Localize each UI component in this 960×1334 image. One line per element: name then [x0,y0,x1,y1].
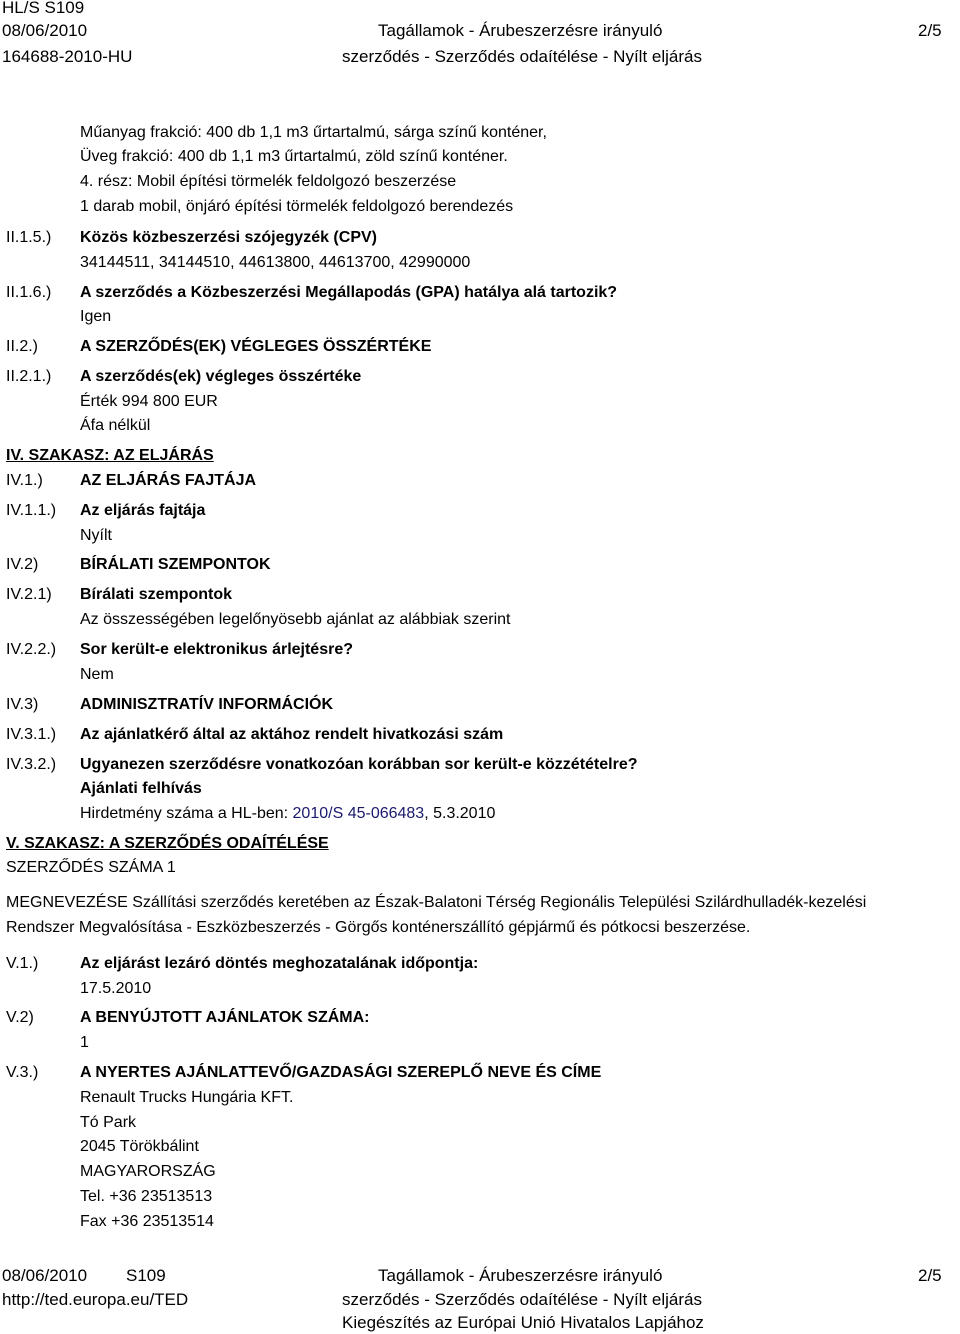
section-number: IV.3.1.) [6,726,57,743]
footer-title-line1: Tagállamok - Árubeszerzésre irányuló [378,1266,663,1285]
reference-title: Az ajánlatkérő által az aktához rendelt hivatkozási szám [80,726,504,743]
section-v-heading: V. SZAKASZ: A SZERZŐDÉS ODAÍTÉLÉSE [6,835,329,852]
admin-title: ADMINISZTRATÍV INFORMÁCIÓK [80,696,334,713]
criteria-value: Az összességében legelőnyösebb ajánlat az alábbiak szerint [80,611,511,628]
auction-value: Nem [80,666,114,683]
intro-line2: Üveg frakció: 400 db 1,1 m3 űrtartalmú, zöld színű konténer. [80,148,508,165]
notice-prefix: Hirdetmény száma a HL-ben: [80,805,293,822]
header-ref: 164688-2010-HU [2,47,133,66]
offers-title: A BENYÚJTOTT AJÁNLATOK SZÁMA: [80,1009,370,1026]
previous-publication-sub: Ajánlati felhívás [80,780,202,797]
footer-title-line3: Kiegészítés az Európai Unió Hivatalos Lapjához [342,1313,704,1332]
section-number: II.2.1.) [6,368,52,385]
section-number: IV.2.2.) [6,641,57,658]
gpa-value: Igen [80,308,112,325]
cpv-codes: 34144511, 34144510, 44613800, 44613700, 42990000 [80,254,471,271]
notice-suffix: , 5.3.2010 [424,805,496,822]
section-number: IV.3) [6,696,39,713]
decision-title: Az eljárást lezáró döntés meghozatalának időpontja: [80,955,479,972]
section-number: V.3.) [6,1064,39,1081]
header-date: 08/06/2010 [2,21,88,40]
header-title-line2: szerződés - Szerződés odaítélése - Nyílt eljárás [342,47,702,66]
value-title: A szerződés(ek) végleges összértéke [80,368,362,385]
intro-line4: 1 darab mobil, önjáró építési törmelék feldolgozó berendezés [80,198,514,215]
winner-phone: Tel. +36 23513513 [80,1188,213,1205]
section-number: IV.2) [6,556,39,573]
section-number: II.1.6.) [6,284,52,301]
winner-country: MAGYARORSZÁG [80,1163,216,1180]
winner-name: Renault Trucks Hungária KFT. [80,1089,294,1106]
procedure-sub-title: Az eljárás fajtája [80,502,206,519]
procedure-type-title: AZ ELJÁRÁS FAJTÁJA [80,472,257,489]
contract-value: Érték 994 800 EUR [80,393,218,410]
winner-fax: Fax +36 23513514 [80,1213,214,1230]
section-number: V.2) [6,1009,34,1026]
contract-name-line2: Rendszer Megvalósítása - Eszközbeszerzés - Görgős konténerszállító gépjármű és pótkocsi beszerzése. [6,919,751,936]
vat-note: Áfa nélkül [80,417,151,434]
intro-line3: 4. rész: Mobil építési törmelék feldolgozó beszerzése [80,173,457,190]
section-number: IV.1.1.) [6,502,57,519]
section-number: IV.1.) [6,472,43,489]
section-number: II.2.) [6,338,39,355]
criteria-title: BÍRÁLATI SZEMPONTOK [80,556,271,573]
header-doc-code: HL/S S109 [2,0,85,17]
cpv-title: Közös közbeszerzési szójegyzék (CPV) [80,229,377,246]
section-number: V.1.) [6,955,39,972]
intro-line1: Műanyag frakció: 400 db 1,1 m3 űrtartalmú, sárga színű konténer, [80,124,547,141]
footer-url[interactable]: http://ted.europa.eu/TED [2,1290,189,1309]
decision-date: 17.5.2010 [80,980,152,997]
footer-series: S109 [126,1266,166,1285]
section-iv-heading: IV. SZAKASZ: AZ ELJÁRÁS [6,447,214,464]
footer-page: 2/5 [918,1266,942,1285]
winner-street: Tó Park [80,1114,137,1131]
winner-city: 2045 Törökbálint [80,1138,199,1155]
winner-title: A NYERTES AJÁNLATTEVŐ/GAZDASÁGI SZEREPLŐ NEVE ÉS CÍME [80,1064,602,1081]
section-number: IV.3.2.) [6,756,57,773]
footer-date: 08/06/2010 [2,1266,88,1285]
final-value-title: A SZERZŐDÉS(EK) VÉGLEGES ÖSSZÉRTÉKE [80,338,432,355]
notice-number [80,804,495,823]
offers-value: 1 [80,1034,89,1051]
notice-link[interactable]: 2010/S 45-066483 [292,805,425,822]
criteria-sub-title: Bírálati szempontok [80,586,233,603]
previous-publication-title: Ugyanezen szerződésre vonatkozóan korábban sor került-e közzétételre? [80,756,638,773]
footer-title-line2: szerződés - Szerződés odaítélése - Nyílt eljárás [342,1290,702,1309]
header-page: 2/5 [918,21,942,40]
contract-number: SZERZŐDÉS SZÁMA 1 [6,859,176,876]
section-number: II.1.5.) [6,229,52,246]
section-number: IV.2.1) [6,586,52,603]
contract-name-line1: MEGNEVEZÉSE Szállítási szerződés keretében az Észak-Balatoni Térség Regionális Települési Szilárdhulladék-kezelési [6,894,867,911]
auction-title: Sor került-e elektronikus árlejtésre? [80,641,353,658]
gpa-title: A szerződés a Közbeszerzési Megállapodás (GPA) hatálya alá tartozik? [80,284,618,301]
procedure-value: Nyílt [80,527,112,544]
header-title-line1: Tagállamok - Árubeszerzésre irányuló [378,21,663,40]
